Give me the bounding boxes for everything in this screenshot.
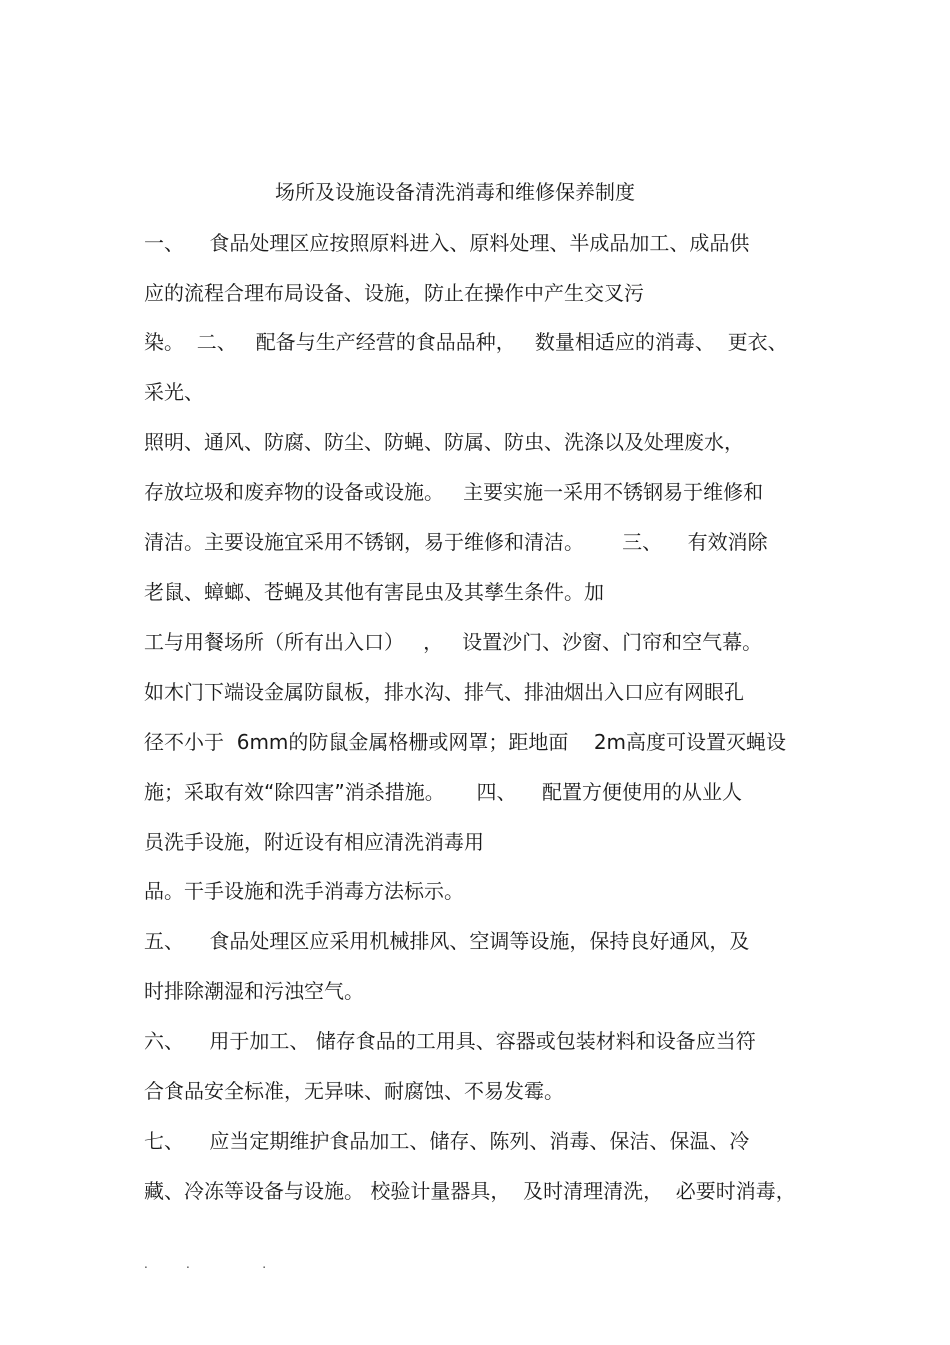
text-line: 采光、 — [144, 380, 204, 404]
text-line: 清洁。主要设施宜采用不锈钢，易于维修和清洁。 三、 有效消除 — [144, 530, 768, 554]
text-line: 工与用餐场所（所有出入口） ， 设置沙门、沙窗、门帘和空气幕。 — [144, 630, 763, 654]
text-line: 藏、冷冻等设备与设施。 校验计量器具， 及时清理清洗， 必要时消毒， — [144, 1179, 796, 1203]
text-line: 时排除潮湿和污浊空气。 — [144, 979, 364, 1003]
text-line: 员洗手设施，附近设有相应清洗消毒用 — [144, 830, 484, 854]
text-line: 一、 食品处理区应按照原料进入、原料处理、半成品加工、成品供 — [144, 231, 750, 255]
text-line: 品。干手设施和洗手消毒方法标示。 — [144, 879, 464, 903]
text-line: 染。 二、 配备与生产经营的食品品种， 数量相适应的消毒、 更衣、 — [144, 330, 788, 354]
text-line: 存放垃圾和废弃物的设备或设施。 主要实施一采用不锈钢易于维修和 — [144, 480, 764, 504]
document-title: 场所及设施设备清洗消毒和维修保养制度 — [275, 180, 635, 204]
text-line: 照明、通风、防腐、防尘、防蝇、防属、防虫、洗涤以及处理废水， — [144, 430, 744, 454]
text-line: 合食品安全标准，无异味、耐腐蚀、不易发霉。 — [144, 1079, 564, 1103]
text-line: 径不小于 6mm的防鼠金属格栅或网罩；距地面 2m高度可设置灭蝇设 — [144, 730, 787, 754]
page-footer-marks: . . . — [144, 1257, 267, 1271]
text-line: 五、 食品处理区应采用机械排风、空调等设施，保持良好通风，及 — [144, 929, 750, 953]
text-line: 应的流程合理布局设备、设施，防止在操作中产生交叉污 — [144, 281, 644, 305]
text-line: 七、 应当定期维护食品加工、储存、陈列、消毒、保洁、保温、冷 — [144, 1129, 750, 1153]
text-line: 如木门下端设金属防鼠板，排水沟、排气、排油烟出入口应有网眼孔 — [144, 680, 744, 704]
text-line: 六、 用于加工、 储存食品的工用具、容器或包装材料和设备应当符 — [144, 1029, 756, 1053]
text-line: 老鼠、蟑螂、苍蝇及其他有害昆虫及其孳生条件。加 — [144, 580, 604, 604]
text-line: 施；采取有效“除四害”消杀措施。 四、 配置方便使用的从业人 — [144, 780, 742, 804]
